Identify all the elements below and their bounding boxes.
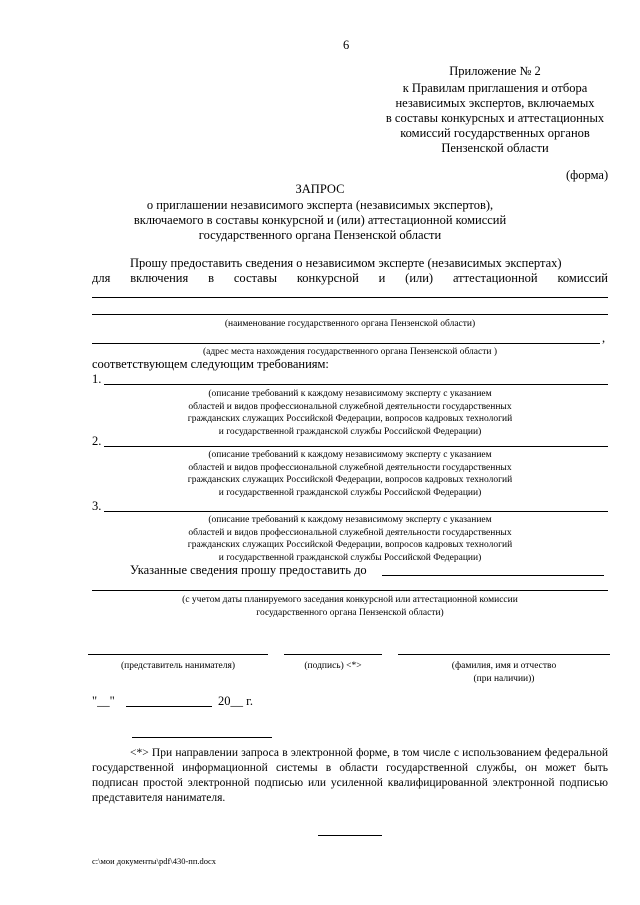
appendix-line: к Правилам приглашения и отбора <box>402 81 588 95</box>
request-first-line: Прошу предоставить сведения о независимом эксперте (независимых экспертах) <box>130 256 562 270</box>
heading-line: государственного органа Пензенской области <box>198 228 442 242</box>
employer-caption: (представитель нанимателя) <box>120 661 236 671</box>
item-number: 3. <box>92 499 102 513</box>
footnote: <*> При направлении запроса в электронной форме, в том числе с использованием федеральной государственной информационной системы в области государственной службы, он может быть подписан простой электронной подписью или усиленной квалифицированной электронной подписью представителя нанимателя. <box>92 747 608 804</box>
page-number: 6 <box>343 38 350 52</box>
requirement-line[interactable] <box>104 511 608 512</box>
word: конкурсной <box>296 271 359 285</box>
caption-line: (с учетом даты планируемого заседания конкурсной или аттестационной комиссии <box>182 595 518 605</box>
heading-title: ЗАПРОС <box>295 182 345 196</box>
caption-line: областей и видов профессиональной служебной деятельности государственных <box>188 401 512 412</box>
closing-separator <box>318 835 382 836</box>
fullname-caption <box>398 660 610 685</box>
caption-line: гражданских служащих Российской Федерации, вопросов кадровых технологий <box>187 540 513 550</box>
org-name-caption: (наименование государственного органа Пензенской области) <box>224 319 476 329</box>
signature-line[interactable] <box>284 654 382 655</box>
fullname-line[interactable] <box>398 654 610 655</box>
caption-line: (при наличии)) <box>473 673 535 684</box>
request-second-line <box>92 271 608 286</box>
footnote-separator <box>132 737 272 738</box>
word: комиссий <box>557 271 608 285</box>
word: аттестационной <box>452 271 538 285</box>
org-name-line[interactable] <box>92 314 608 315</box>
word: включения <box>130 271 189 285</box>
requirement-line[interactable] <box>104 384 608 385</box>
caption-line: и государственной гражданской службы Российской Федерации) <box>218 426 482 437</box>
file-path: c:\мои документы\pdf\430-пп.docx <box>92 856 217 866</box>
caption-line: (фамилия, имя и отчество <box>451 661 557 671</box>
form-label: (форма) <box>566 168 609 182</box>
deadline-text: Указанные сведения прошу предоставить до <box>130 563 367 577</box>
caption-line: гражданских служащих Российской Федерации, вопросов кадровых технологий <box>187 475 513 485</box>
item-number: 1. <box>92 372 102 386</box>
caption-line: (описание требований к каждому независимому эксперту с указанием <box>208 389 492 399</box>
word: (или) <box>405 271 434 285</box>
requirement-caption <box>92 514 608 564</box>
word: в <box>208 271 214 285</box>
employer-signature-line[interactable] <box>88 654 268 655</box>
requirement-caption <box>92 449 608 499</box>
appendix-title: Приложение № 2 <box>449 64 541 78</box>
org-name-line[interactable] <box>92 297 608 298</box>
deadline-date-line[interactable] <box>382 575 604 576</box>
appendix-line: независимых экспертов, включаемых <box>395 96 595 110</box>
appendix-line: Пензенской области <box>441 141 549 155</box>
appendix-line: в составы конкурсных и аттестационных <box>385 111 605 125</box>
deadline-caption <box>92 594 608 619</box>
deadline-details-line[interactable] <box>92 590 608 591</box>
appendix-line: комиссий государственных органов <box>400 126 590 140</box>
caption-line: гражданских служащих Российской Федерации, вопросов кадровых технологий <box>187 414 513 424</box>
word: составы <box>233 271 277 285</box>
caption-line: (описание требований к каждому независимому эксперту с указанием <box>208 515 492 525</box>
date-year: 20__ г. <box>218 694 253 708</box>
date-month-line[interactable] <box>126 706 212 707</box>
requirements-intro: соответствующем следующим требованиям: <box>92 357 329 371</box>
caption-line: областей и видов профессиональной служебной деятельности государственных <box>188 527 512 538</box>
caption-line: (описание требований к каждому независимому эксперту с указанием <box>208 450 492 460</box>
signature-caption: (подпись) <*> <box>304 661 362 671</box>
caption-line: и государственной гражданской службы Российской Федерации) <box>218 487 482 498</box>
caption-line: областей и видов профессиональной служебной деятельности государственных <box>188 462 512 473</box>
document-heading <box>100 182 540 243</box>
address-line[interactable] <box>92 343 600 344</box>
requirement-caption <box>92 388 608 438</box>
word: и <box>378 271 386 285</box>
address-comma: , <box>602 331 606 345</box>
heading-line: о приглашении независимого эксперта (независимых экспертов), <box>146 198 494 212</box>
heading-line: включаемого в составы конкурсной и (или) аттестационной комиссий <box>133 213 507 227</box>
date-day: "__" <box>92 694 115 708</box>
address-caption: (адрес места нахождения государственного органа Пензенской области ) <box>202 347 498 357</box>
caption-line: и государственной гражданской службы Российской Федерации) <box>218 552 482 563</box>
requirement-line[interactable] <box>104 446 608 447</box>
caption-line: государственного органа Пензенской области) <box>256 607 444 618</box>
word: для <box>92 271 111 285</box>
item-number: 2. <box>92 434 102 448</box>
appendix-block <box>360 64 630 156</box>
